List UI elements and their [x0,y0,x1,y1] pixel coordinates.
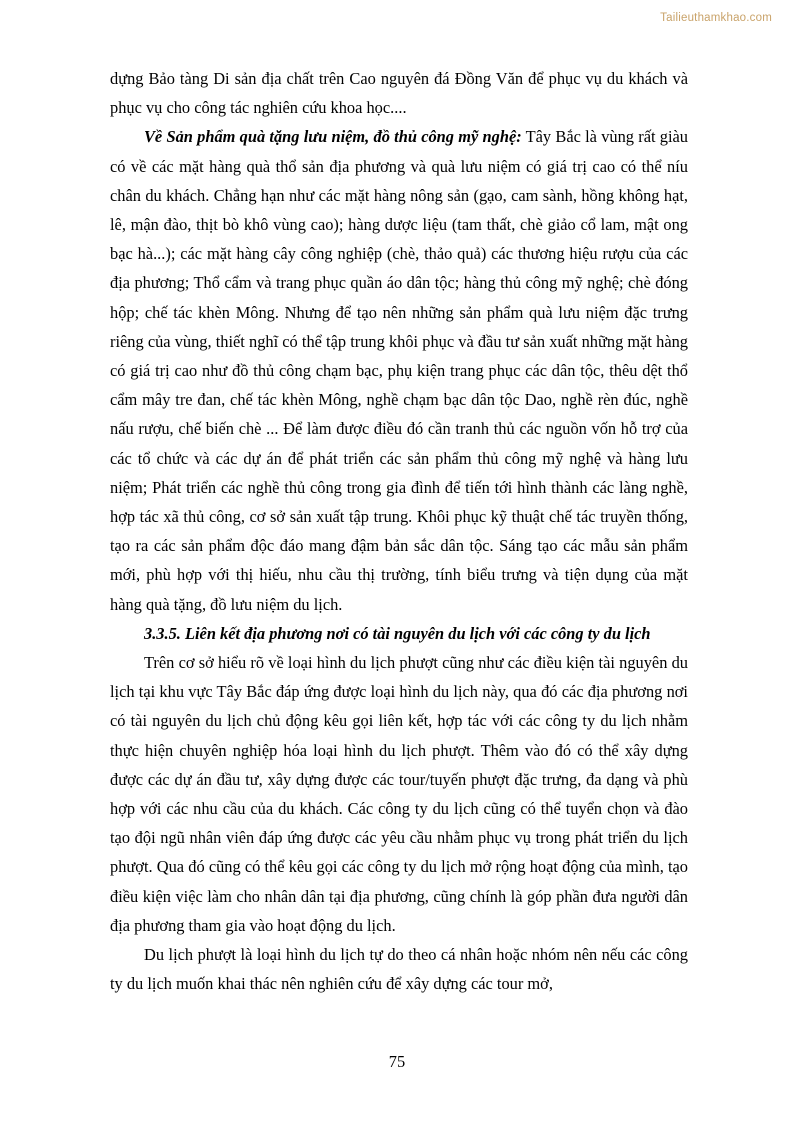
section-heading-3-3-5: 3.3.5. Liên kết địa phương nơi có tài nguyên du lịch với các công ty du lịch [144,623,651,643]
paragraph-souvenir-products [110,122,688,618]
page-number: 75 [388,1052,406,1071]
paragraph-text: dựng Bảo tàng Di sản địa chất trên Cao nguyên đá Đồng Văn để phục vụ du khách và phục vụ cho công tác nghiên cứu khoa học.... [110,69,688,118]
paragraph-continued [110,64,688,122]
paragraph-text: Tây Bắc là vùng rất giàu có về các mặt hàng quà thổ sản địa phương và quà lưu niệm có giá trị cao có thể níu chân du khách. Chẳng hạn như các mặt hàng nông sản (gạo, cam sành, hồng không hạt, lê, mận đào, thịt bò khô vùng cao); hàng dược liệu (tam thất, chè giảo cổ lam, mật ong bạc hà...); các mặt hàng cây công nghiệp (chè, thảo quả) các thương hiệu rượu của các địa phương; Thổ cẩm và trang phục quần áo dân tộc; hàng thủ công mỹ nghệ; chè đóng hộp; chế tác khèn Mông. Nhưng để tạo nên những sản phẩm quà lưu niệm đặc trưng riêng của vùng, thiết nghĩ có thể tập trung khôi phục và đầu tư sản xuất những mặt hàng có giá trị cao như đồ thủ công chạm bạc, phụ kiện trang phục các dân tộc, thêu dệt thổ cẩm mây tre đan, chế tác khèn Mông, nghề chạm bạc dân tộc Dao, nghề rèn đúc, nghề nấu rượu, chế biến chè ... Để làm được điều đó cần tranh thủ các nguồn vốn hỗ trợ của các tổ chức và các dự án để phát triển các sản phẩm thủ công mỹ nghệ và hàng lưu niệm; Phát triển các nghề thủ công trong gia đình để tiến tới hình thành các làng nghề, hợp tác xã thủ công, cơ sở sản xuất tập trung. Khôi phục kỹ thuật chế tác truyền thống, tạo ra các sản phẩm độc đáo mang đậm bản sắc dân tộc. Sáng tạo các mẫu sản phẩm mới, phù hợp với thị hiếu, nhu cầu thị trường, tính biểu trưng và tiện dụng của mặt hàng quà tặng, đồ lưu niệm du lịch. [110,127,689,614]
paragraph-linkage-2 [110,940,688,998]
run-in-heading: Về Sản phẩm quà tặng lưu niệm, đồ thủ công mỹ nghệ: [144,127,522,147]
paragraph-text: Du lịch phượt là loại hình du lịch tự do theo cá nhân hoặc nhóm nên nếu các công ty du lịch muốn khai thác nên nghiên cứu để xây dựng các tour mở, [110,945,688,994]
page-content [110,64,688,999]
paragraph-text: Trên cơ sở hiểu rõ về loại hình du lịch phượt cũng như các điều kiện tài nguyên du lịch tại khu vực Tây Bắc đáp ứng được loại hình du lịch này, qua đó các địa phương nơi có tài nguyên du lịch chủ động kêu gọi liên kết, hợp tác với các công ty du lịch nhằm thực hiện chuyên nghiệp hóa loại hình du lịch phượt. Thêm vào đó có thể xây dựng được các dự án đầu tư, xây dựng được các tour/tuyến phượt đặc trưng, đa dạng và phù hợp với các nhu cầu của du khách. Các công ty du lịch cũng có thể tuyển chọn và đào tạo đội ngũ nhân viên đáp ứng được các yêu cầu nhằm phục vụ trong phát triển du lịch phượt. Qua đó cũng có thể kêu gọi các công ty du lịch mở rộng hoạt động của mình, tạo điều kiện việc làm cho nhân dân tại địa phương, cũng chính là góp phần đưa người dân địa phương tham gia vào hoạt động du lịch. [110,653,688,935]
paragraph-linkage-1 [110,648,688,940]
watermark-text: Tailieuthamkhao.com [660,12,772,24]
